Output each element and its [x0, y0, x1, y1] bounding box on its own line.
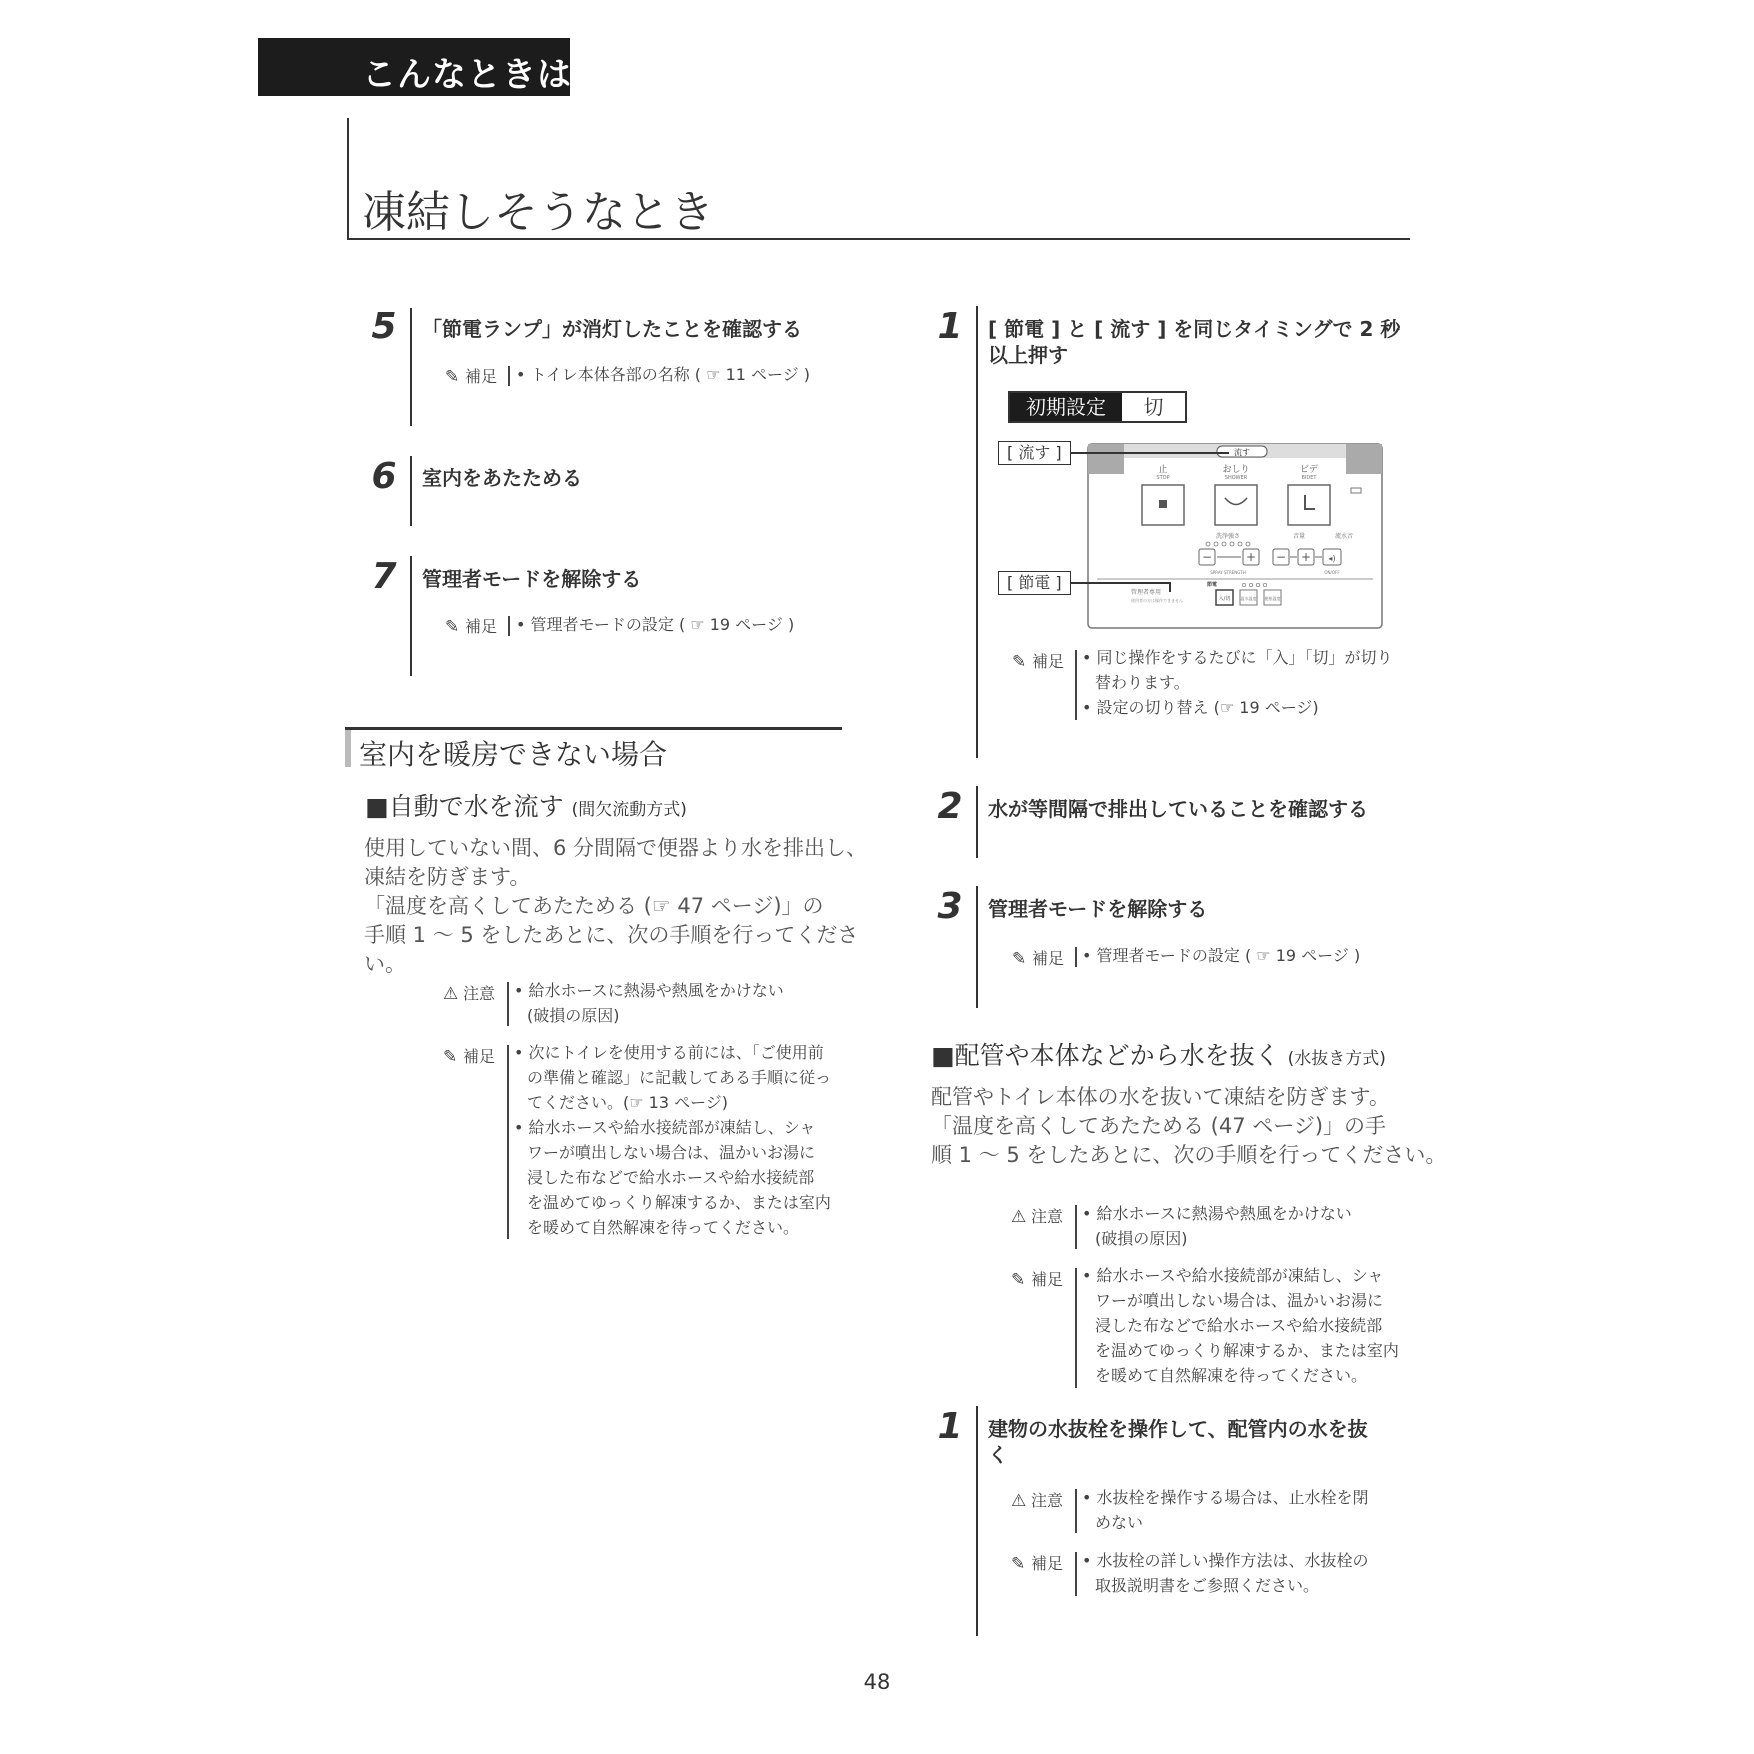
flow-sound-label: 流水音 [1334, 533, 1354, 540]
step-number: 2 [937, 786, 963, 827]
supplement-label-text: 補足 [465, 367, 498, 386]
volume-label: 音量 [1292, 533, 1306, 540]
callout-save: [ 節電 ] [998, 571, 1071, 595]
supplement-line: を温めてゆっくり解凍するか、または室内 [527, 1193, 831, 1212]
spray-label-en: SPRAY STRENGTH [1210, 570, 1246, 575]
supplement-text: • 管理者モードの設定 ( ☞ 19 ページ ) [516, 615, 795, 634]
callout-flush: [ 流す ] [998, 441, 1071, 465]
warning-icon: ⚠ [443, 984, 459, 1004]
caution-label [1011, 1488, 1063, 1511]
note-bar [507, 982, 509, 1026]
supplement-line: • 設定の切り替え (☞ 19 ページ) [1082, 698, 1319, 717]
supplement-label-text: 補足 [1032, 949, 1065, 968]
supplement-line: 浸した布などで給水ホースや給水接続部 [1095, 1316, 1383, 1335]
battery-icon [1351, 488, 1361, 493]
supplement-label [445, 614, 497, 637]
supplement-text [514, 1040, 831, 1240]
caution-line: • 給水ホースに熱湯や熱風をかけない [514, 981, 784, 1000]
step-title: 管理者モードを解除する [988, 897, 1208, 921]
body-text [931, 1083, 1446, 1170]
step-number: 3 [937, 886, 963, 927]
pencil-icon: ✎ [445, 617, 460, 637]
page-number: 48 [863, 1670, 891, 1694]
supplement-line: を暖めて自然解凍を待ってください。 [1095, 1366, 1368, 1385]
step-title-line: く [988, 1443, 1008, 1467]
supplement-text [1082, 1548, 1369, 1598]
note-bar [508, 366, 510, 386]
step-rule [410, 556, 412, 676]
body-text [364, 834, 867, 979]
pencil-icon: ✎ [445, 367, 460, 387]
step-number: 1 [937, 306, 963, 347]
body-line: 配管やトイレ本体の水を抜いて凍結を防ぎます。 [931, 1085, 1390, 1109]
supplement-label-text: 補足 [1032, 652, 1065, 671]
flush-button-label: 流す [1234, 448, 1250, 457]
supplement-line: てください。(☞ 13 ページ) [527, 1093, 729, 1112]
body-line: 使用していない間、6 分間隔で便器より水を排出し、 [364, 836, 868, 860]
step-title [988, 1416, 1368, 1468]
step-title-line: 建物の水抜栓を操作して、配管内の水を抜 [988, 1417, 1368, 1441]
save-button-label: 入/切 [1218, 596, 1231, 602]
supplement-line: • 次にトイレを使用する前には、「ご使用前 [514, 1043, 824, 1062]
preset-value: 切 [1143, 395, 1164, 419]
caution-line: (破損の原因) [1095, 1229, 1188, 1248]
step-title: 室内をあたためる [422, 466, 582, 490]
stop-icon [1159, 500, 1167, 508]
section-title: 室内を暖房できない場合 [359, 738, 668, 771]
warning-icon: ⚠ [1011, 1491, 1027, 1511]
supplement-line: の準備と確認」に記載してある手順に従っ [527, 1068, 832, 1087]
step-title-line: 以上押す [988, 343, 1068, 367]
supplement-text [1082, 1263, 1399, 1388]
stop-label: 止 [1158, 465, 1168, 475]
step-title: 「節電ランプ」が消灯したことを確認する [422, 317, 802, 341]
bidet-label: ビデ [1299, 465, 1319, 475]
preset-box [1008, 391, 1187, 423]
note-bar [1075, 1552, 1077, 1596]
pencil-icon: ✎ [1011, 1270, 1026, 1290]
panel-corner [1346, 444, 1382, 474]
step-title-line: [ 節電 ] と [ 流す ] を同じタイミングで 2 秒 [988, 317, 1401, 341]
supplement-line: • 水抜栓の詳しい操作方法は、水抜栓の [1082, 1551, 1369, 1570]
spray-label: 洗浄強さ [1215, 533, 1241, 540]
save-label: 節電 [1207, 582, 1218, 588]
header-tab-label: こんなときは [362, 55, 572, 95]
caution-text [514, 978, 784, 1028]
supplement-text: • トイレ本体各部の名称 ( ☞ 11 ページ ) [516, 365, 811, 384]
panel-corner [1088, 444, 1124, 474]
supplement-label-text: 補足 [1031, 1270, 1064, 1289]
pencil-icon: ✎ [1012, 949, 1027, 969]
admin-button-a-label: 温水温度 [1240, 596, 1257, 601]
caution-label [443, 981, 495, 1004]
supplement-label-text: 補足 [1031, 1554, 1064, 1573]
control-panel-diagram [1087, 443, 1383, 629]
admin-label: 管理者専用 [1131, 589, 1162, 596]
supplement-line: ワーが噴出しない場合は、温かいお湯に [1095, 1291, 1384, 1310]
warning-icon: ⚠ [1011, 1207, 1027, 1227]
bidet-label-en: BIDET [1301, 475, 1317, 481]
callout-line-flush [1071, 452, 1229, 454]
caution-label-text: 注意 [1031, 1207, 1064, 1226]
pencil-icon: ✎ [1012, 652, 1027, 672]
caution-line: • 水抜栓を操作する場合は、止水栓を閉 [1082, 1488, 1369, 1507]
step-rule [976, 306, 978, 758]
supplement-label [1012, 649, 1064, 672]
body-line: 手順 1 ～ 5 をしたあとに、次の手順を行ってくださ [364, 923, 859, 947]
subsection-heading [365, 787, 687, 823]
supplement-label [1011, 1267, 1063, 1290]
minus-icon: − [1201, 550, 1213, 564]
subsection-heading-text: ■自動で水を流す [365, 792, 564, 821]
supplement-line: 取扱説明書をご参照ください。 [1095, 1576, 1320, 1595]
admin-button-b-label: 便座温度 [1264, 596, 1281, 601]
supplement-line: • 給水ホースや給水接続部が凍結し、シャ [514, 1118, 816, 1137]
body-line: 凍結を防ぎます。 [364, 865, 531, 889]
shower-label-en: SHOWER [1224, 475, 1248, 481]
supplement-line: 浸した布などで給水ホースや給水接続部 [527, 1168, 815, 1187]
supplement-label [1012, 946, 1064, 969]
note-bar [1075, 947, 1077, 967]
supplement-label [445, 364, 497, 387]
subsection-heading [931, 1036, 1386, 1072]
supplement-line: ワーが噴出しない場合は、温かいお湯に [527, 1143, 816, 1162]
bidet-button [1288, 485, 1330, 525]
supplement-line: • 給水ホースや給水接続部が凍結し、シャ [1082, 1266, 1384, 1285]
step-title: 水が等間隔で排出していることを確認する [988, 797, 1368, 821]
minus-icon: − [1275, 550, 1287, 564]
supplement-label [443, 1044, 495, 1067]
plus-icon: + [1300, 550, 1312, 564]
caution-label-text: 注意 [1031, 1491, 1064, 1510]
caution-label [1011, 1204, 1063, 1227]
caution-line: (破損の原因) [527, 1006, 620, 1025]
note-bar [1075, 1205, 1077, 1249]
title-rule-vertical [347, 118, 349, 240]
supplement-line: 替わります。 [1095, 673, 1190, 692]
step-rule [976, 786, 978, 858]
shower-label: おしり [1222, 465, 1250, 475]
supplement-text [1082, 645, 1393, 720]
supplement-line: を暖めて自然解凍を待ってください。 [527, 1218, 800, 1237]
step-rule [410, 308, 412, 426]
supplement-line: を温めてゆっくり解凍するか、または室内 [1095, 1341, 1399, 1360]
note-bar [508, 616, 510, 636]
header-tab [258, 38, 570, 96]
subsection-heading-note: (間欠流動方式) [571, 800, 687, 820]
plus-icon: + [1245, 550, 1257, 564]
step-number: 7 [371, 556, 397, 597]
speaker-icon: ◂) [1328, 554, 1336, 563]
supplement-label [1011, 1551, 1063, 1574]
caution-line: めない [1095, 1513, 1144, 1532]
section-rule [345, 727, 842, 730]
step-rule [410, 456, 412, 526]
body-line: 「温度を高くしてあたためる (47 ページ)」の手 [931, 1114, 1387, 1138]
note-bar [1075, 1268, 1077, 1388]
pencil-icon: ✎ [443, 1047, 458, 1067]
supplement-label-text: 補足 [463, 1047, 496, 1066]
page-title: 凍結しそうなとき [362, 187, 714, 238]
subsection-heading-note: (水抜き方式) [1287, 1049, 1386, 1069]
step-number: 5 [371, 306, 397, 347]
note-bar [1075, 1489, 1077, 1533]
section-marker [345, 730, 351, 767]
preset-key: 初期設定 [1010, 393, 1122, 421]
supplement-label-text: 補足 [465, 617, 498, 636]
callout-line-save [1071, 582, 1169, 584]
subsection-heading-text: ■配管や本体などから水を抜く [931, 1041, 1280, 1070]
step-rule [976, 886, 978, 1008]
caution-label-text: 注意 [463, 984, 496, 1003]
supplement-line: • 同じ操作をするたびに「入」「切」が切り [1082, 648, 1393, 667]
body-line: 順 1 ～ 5 をしたあとに、次の手順を行ってください。 [931, 1143, 1447, 1167]
pencil-icon: ✎ [1011, 1554, 1026, 1574]
body-line: い。 [364, 952, 406, 976]
caution-line: • 給水ホースに熱湯や熱風をかけない [1082, 1204, 1352, 1223]
step-title [988, 316, 1400, 368]
onoff-label: ON/OFF [1324, 570, 1340, 575]
step-number: 1 [937, 1406, 963, 1447]
step-rule [976, 1406, 978, 1636]
caution-text [1082, 1485, 1369, 1535]
callout-line-save-drop [1169, 582, 1171, 592]
caution-text [1082, 1201, 1352, 1251]
body-line: 「温度を高くしてあたためる (☞ 47 ページ)」の [364, 894, 824, 918]
supplement-text: • 管理者モードの設定 ( ☞ 19 ページ ) [1082, 946, 1361, 965]
admin-sub-label: 使用者の方は操作できません [1131, 598, 1183, 603]
step-title: 管理者モードを解除する [422, 567, 642, 591]
note-bar [507, 1045, 509, 1239]
note-bar [1075, 650, 1077, 720]
step-number: 6 [371, 456, 397, 497]
stop-label-en: STOP [1156, 475, 1170, 481]
